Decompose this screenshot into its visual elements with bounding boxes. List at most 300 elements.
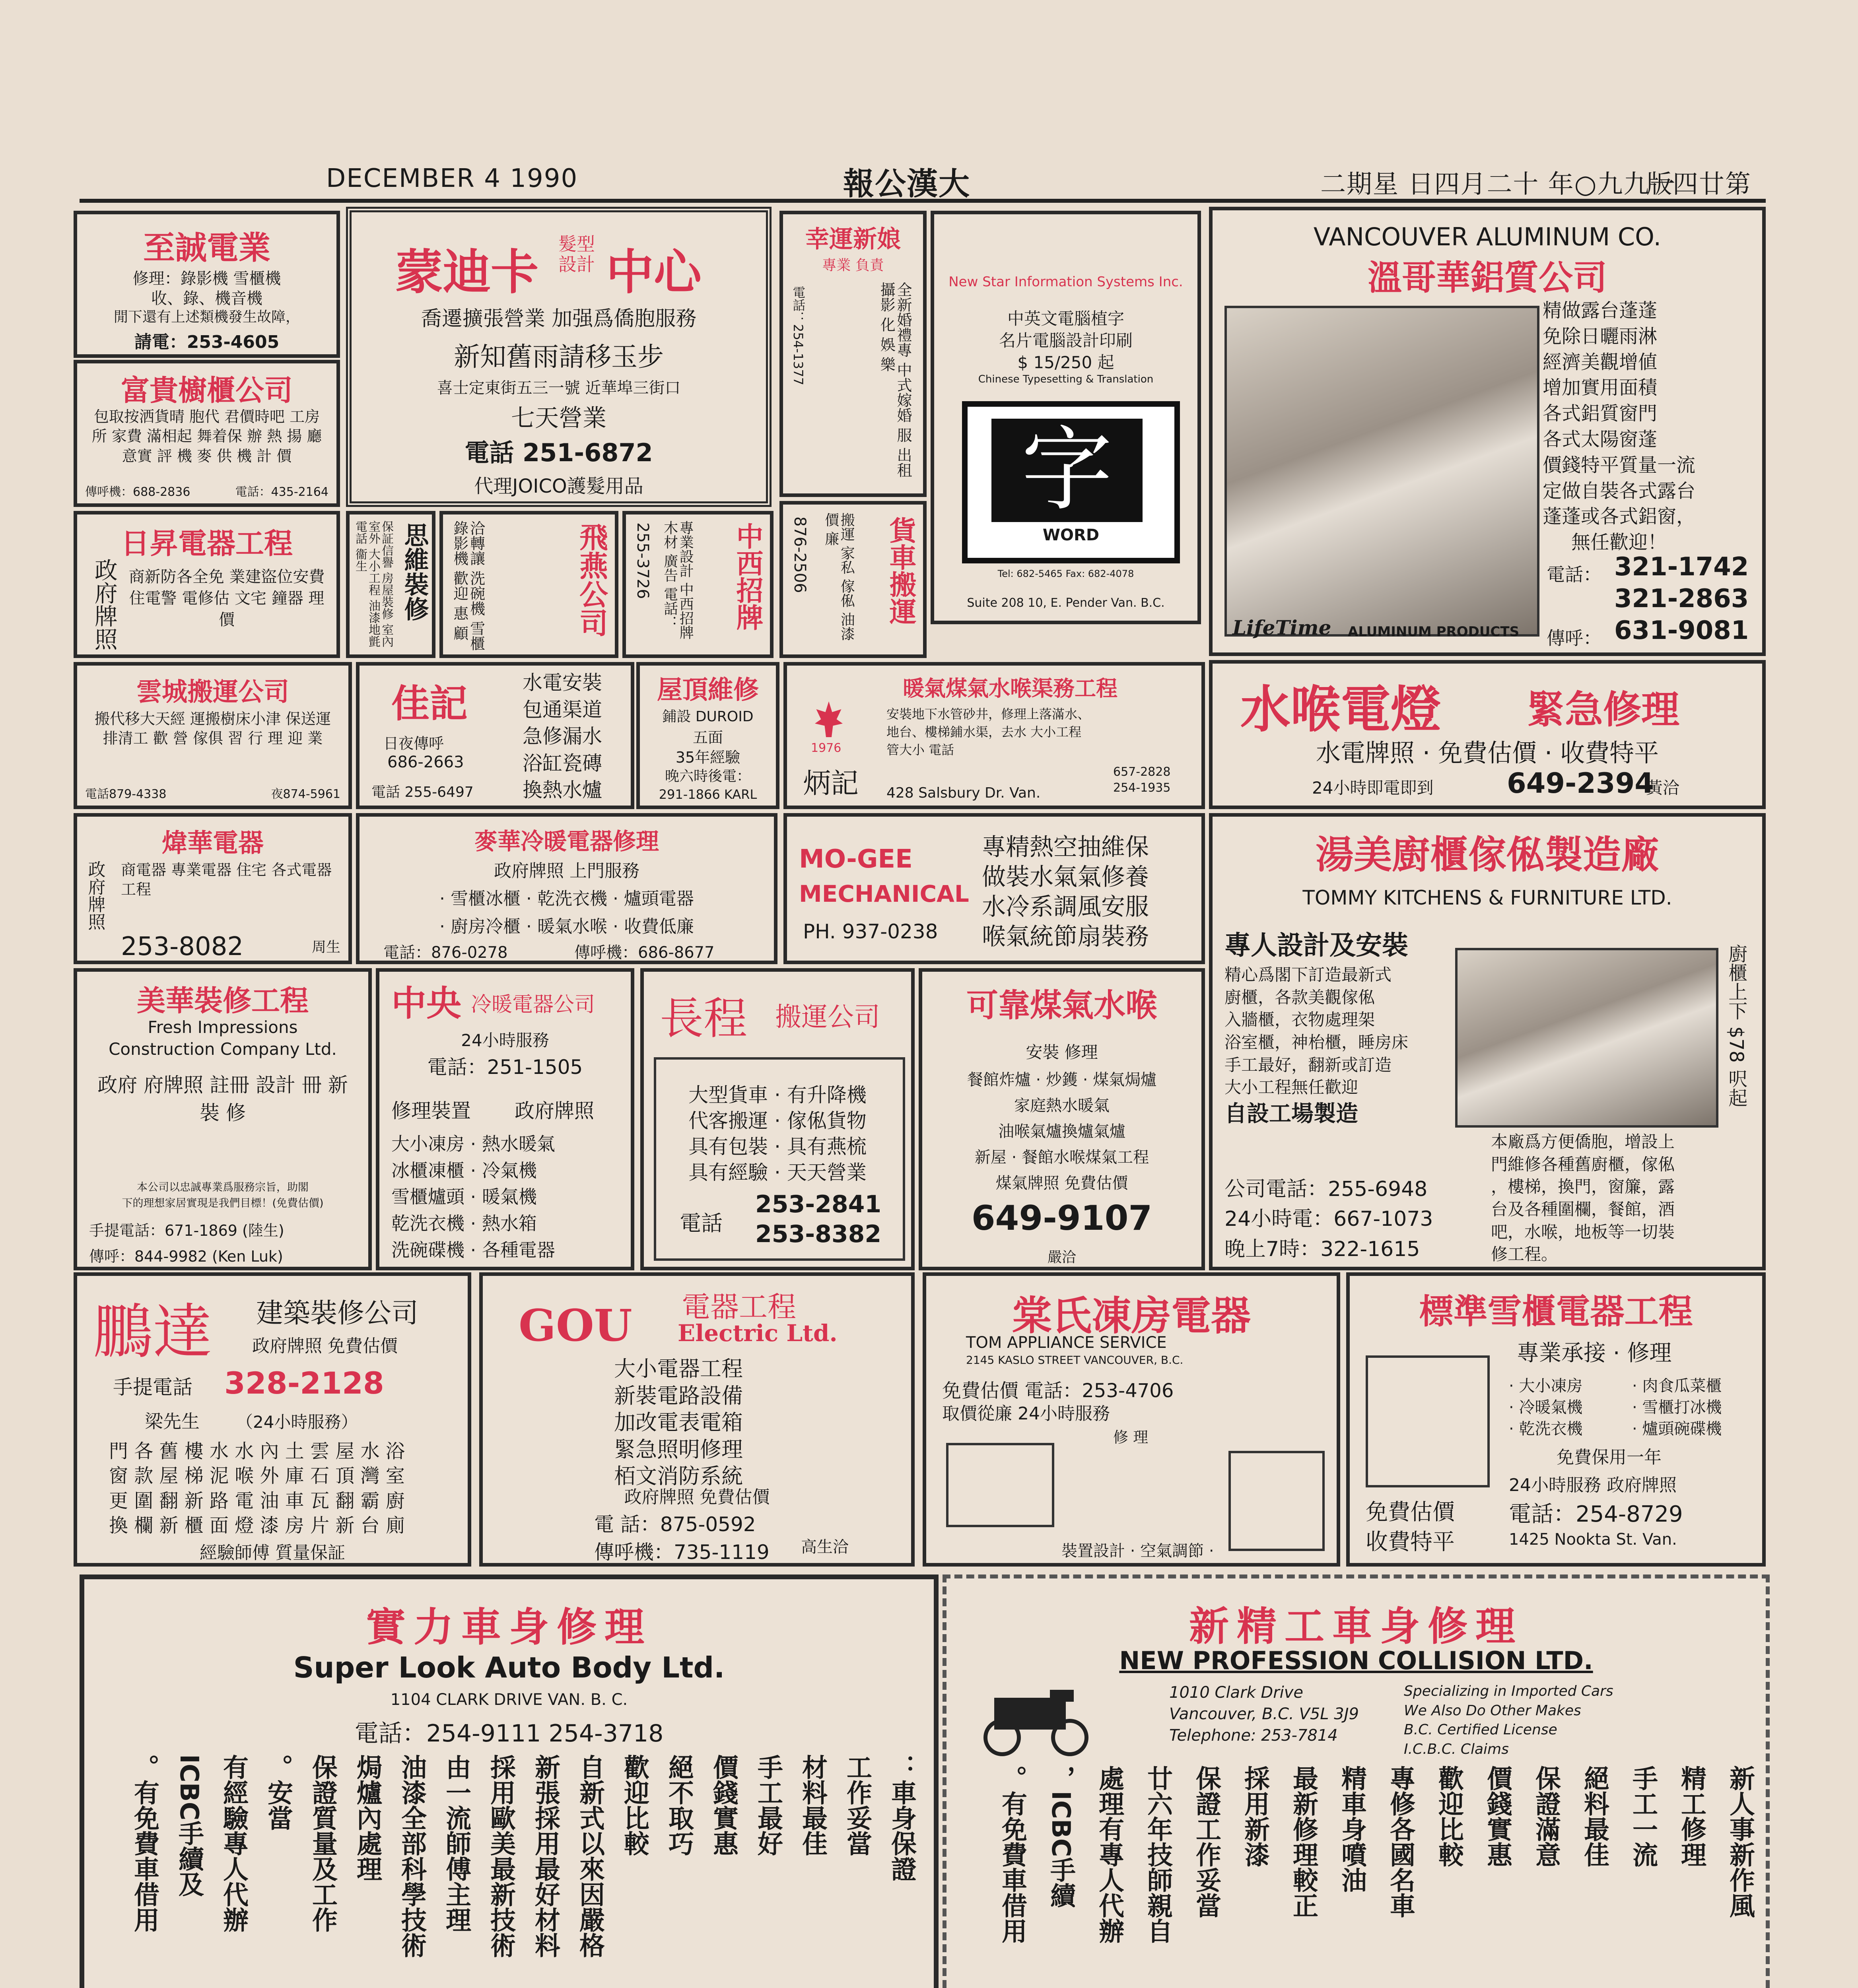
- ad-column-text: 焗爐內處理: [352, 1754, 382, 1881]
- ad-line: 喉氣統節扇裝務: [982, 923, 1149, 951]
- ad-services: [1509, 1375, 1582, 1440]
- header-date-chinese: 二期星 日四月二十 年○九九一: [1320, 170, 1676, 199]
- ad-title-en: TOMMY KITCHENS & FURNITURE LTD.: [1302, 886, 1672, 909]
- ad-title-en: TOM APPLIANCE SERVICE: [966, 1334, 1167, 1352]
- ad-body: 商電器 專業電器 住宅 各式電器 工程: [121, 861, 332, 899]
- ad-phone: 電 話：875-0592: [594, 1513, 756, 1536]
- ad-column-text: 精工修理: [1677, 1765, 1706, 1867]
- phone-label: 電話：: [1547, 564, 1601, 585]
- pager-label: 傳呼：: [1547, 627, 1601, 649]
- ad-siwei: [346, 511, 435, 658]
- ad-line: 收費特平: [1366, 1529, 1455, 1555]
- ad-line: 具有包裝 · 具有燕梳: [688, 1135, 867, 1158]
- bullet: 各式鋁質窗門: [1543, 402, 1658, 425]
- ad-line: 煤氣牌照 免費估價: [995, 1174, 1128, 1192]
- ad-line: 24小時即電即到: [1312, 778, 1434, 798]
- ad-title: 實力車身修理: [366, 1604, 652, 1650]
- ad-tommy: [1209, 813, 1766, 1270]
- ad-column-text: 有免費車借用。: [997, 1765, 1027, 1943]
- ad-pager: 686-2663: [387, 753, 464, 771]
- ad-line: 本公司以忠誠專業爲服務宗旨，助閣: [137, 1181, 309, 1194]
- ad-body: 政府 府牌照 註冊 設計 冊 新 裝 修: [97, 1074, 348, 1124]
- ad-title: 暖氣煤氣水喉渠務工程: [903, 676, 1118, 701]
- ad-subtitle: 專業 負責: [822, 257, 884, 274]
- ad-contact: 嚴洽: [1047, 1249, 1076, 1266]
- ad-body: 商新防各全免 業建盜位安費 住電警 電修估 文宅 鐘器 理價: [128, 568, 325, 629]
- bullet: 定做自裝各式露台: [1543, 480, 1696, 502]
- ad-hours: 24小時服務: [461, 1031, 549, 1050]
- ad-heading: 修 理: [1113, 1429, 1149, 1446]
- ad-title: 水喉電燈: [1240, 680, 1441, 739]
- ad-roofing: [636, 662, 779, 809]
- ad-pager: 傳呼機：735-1119: [594, 1541, 770, 1564]
- ad-line: 修工程。: [1491, 1244, 1558, 1264]
- ad-column-text: 由一流師傅主理: [441, 1754, 471, 1932]
- ad-meihua: [74, 968, 372, 1270]
- ad-hours: 七天營業: [511, 404, 606, 432]
- ad-line: 水電牌照 · 免費估價 · 收費特平: [1316, 738, 1659, 767]
- ad-address: 喜士定東街五三一號 近華埠三街口: [437, 379, 681, 397]
- ad-column-text: 手工最好: [753, 1754, 783, 1856]
- phone-label: 手提電話: [113, 1376, 192, 1399]
- ad-line: 油喉氣爐換爐氣爐: [998, 1122, 1125, 1141]
- ad-column-text: 採用新漆: [1240, 1765, 1269, 1867]
- ad-phone: 657-2828: [1113, 765, 1171, 779]
- ad-column-text: 處理有專人代辦: [1094, 1765, 1124, 1943]
- ad-line: 餐館炸爐 · 炒鑊 · 煤氣焗爐: [967, 1071, 1157, 1089]
- ad-kekao: [919, 968, 1205, 1270]
- ad-line: 廚櫃，各款美觀傢俬: [1224, 987, 1375, 1007]
- ad-tom: [923, 1272, 1340, 1567]
- ad-mengdika: [346, 207, 772, 507]
- ad-column-text: 車身保證：: [887, 1754, 916, 1881]
- ad-line: 大型貨車 · 有升降機: [688, 1083, 867, 1107]
- ad-heading: 專人設計及安裝: [1224, 930, 1408, 961]
- ad-columns: [966, 1765, 1754, 1988]
- ad-pengda: [74, 1272, 471, 1567]
- ad-title: 思維裝修: [400, 522, 429, 621]
- ad-line: Specializing in Imported Cars: [1404, 1683, 1613, 1699]
- ad-subtitle: 髮型設計: [558, 233, 595, 275]
- ad-column-text: 廿六年技師親自: [1143, 1765, 1172, 1943]
- ad-title: 貨車搬運: [885, 516, 916, 625]
- ad-phone: 253-8082: [121, 932, 244, 961]
- ad-address: Suite 208 10, E. Pender Van. B.C.: [967, 596, 1165, 610]
- service-item: 洗碗碟機 · 各種電器: [391, 1239, 555, 1261]
- service-item: 緊急照明修理: [614, 1437, 743, 1462]
- ad-phone: 649-9107: [971, 1198, 1153, 1238]
- ad-aluminum: [1209, 207, 1766, 656]
- ad-body: 保証信譽 房屋裝修 室內室外 大小工程 油漆地氈 電話 衞生: [353, 520, 393, 648]
- ad-line: 新屋 · 餐館水喉煤氣工程: [974, 1148, 1149, 1167]
- ad-line: 更 圍 翻 新 路 電 油 車 瓦 翻 霸 廚: [109, 1489, 405, 1512]
- ad-line: 具有經驗 · 天天營業: [688, 1161, 867, 1184]
- ad-note: [1491, 1131, 1675, 1266]
- ad-column-text: 絕料最佳: [1580, 1765, 1609, 1867]
- ad-shuihou: [1209, 660, 1766, 809]
- ad-title: 飛燕公司: [575, 522, 608, 637]
- ad-brand: 蒙迪卡: [395, 245, 538, 300]
- ad-xinjing: [943, 1574, 1770, 1988]
- ad-company: New Star Information Systems Inc.: [948, 274, 1183, 290]
- ad-phone: 254-1935: [1113, 781, 1171, 795]
- ad-title: 湯美廚櫃傢俬製造廠: [1316, 833, 1659, 877]
- ad-title: 至誠電業: [143, 229, 270, 266]
- bullet: 各式太陽窗蓬: [1543, 428, 1658, 450]
- ad-license: 政府牌照: [85, 860, 105, 930]
- ad-phone: 321-2863: [1614, 584, 1749, 613]
- ad-title-en: Construction Company Ltd.: [109, 1039, 337, 1059]
- lifetime-logo: LifeTime: [1232, 616, 1331, 639]
- ad-column-text: ICBC手續及: [174, 1754, 204, 1897]
- ad-columns: [108, 1754, 915, 1988]
- ad-zhongxi: [622, 511, 774, 658]
- service-item: 水電安裝: [523, 671, 602, 694]
- ad-contact: 黃洽: [1646, 778, 1680, 798]
- ad-line: 手工最好，翻新或訂造: [1224, 1055, 1392, 1075]
- ad-line: 名片電腦設計印刷: [999, 331, 1133, 350]
- ad-line: 收、錄、機音機: [151, 289, 262, 308]
- ad-changcheng: [640, 968, 915, 1270]
- ad-column-text: 油漆全部科學技術: [397, 1754, 426, 1958]
- ad-line: 日夜傳呼: [383, 735, 444, 752]
- ad-phone: 晚上7時：322-1615: [1224, 1237, 1420, 1261]
- ad-column-text: 精車身噴油: [1337, 1765, 1366, 1893]
- ad-title: 幸運新娘: [805, 225, 901, 253]
- ad-line: I.C.B.C. Claims: [1404, 1741, 1509, 1757]
- ad-line: · 廚房冷櫃 · 暖氣水喉 · 收費低廉: [439, 916, 694, 937]
- ad-title: 鵬達: [93, 1298, 213, 1367]
- ad-title: 中央: [391, 983, 462, 1024]
- ad-line: 浴室櫃，神枱櫃，睡房床: [1224, 1033, 1409, 1052]
- ad-column-text: 有經驗專人代辦: [219, 1754, 248, 1932]
- ad-pager: 傳呼機：686-8677: [574, 944, 715, 962]
- ad-column-text: 價錢實惠: [709, 1754, 738, 1856]
- service-item: 栢文消防系統: [614, 1464, 743, 1489]
- ad-services: [1632, 1375, 1722, 1440]
- ad-license: 政府牌照 免費估價: [624, 1487, 770, 1507]
- ad-phone: 電話：254-1377: [791, 286, 806, 386]
- ad-title-en: VANCOUVER ALUMINUM CO.: [1313, 222, 1662, 251]
- ad-line: 免費估價: [1366, 1499, 1455, 1525]
- ad-line: · 雪櫃冰櫃 · 乾洗衣機 · 爐頭電器: [439, 889, 694, 909]
- ad-phone: 電話：876-0278: [383, 944, 508, 962]
- phone-label: 電話: [680, 1211, 723, 1236]
- ad-address: [1169, 1682, 1359, 1746]
- ad-phone: 電話：435-2164: [235, 485, 328, 499]
- ad-body: 搬代移大天經 運搬樹床小津 保送運排清工 歡 營 傢俱 習 行 理 迎 業: [94, 710, 331, 747]
- ad-phone: Telephone: 253-7814: [1169, 1726, 1338, 1745]
- ad-line: 喬遷擴張營業 加强爲僑胞服務: [421, 307, 697, 331]
- ad-line: 精心爲閣下訂造最新式: [1224, 965, 1392, 984]
- ad-xinhua: [356, 813, 777, 964]
- ad-column-text: 歡迎比較: [1434, 1765, 1463, 1867]
- ad-subtitle: 冷暖電器公司: [471, 993, 595, 1017]
- ad-title: 日昇電器工程: [120, 527, 293, 560]
- ad-phone: 321-1742: [1614, 552, 1749, 582]
- ad-line: 本廠爲方便僑胞，增設上: [1491, 1132, 1675, 1151]
- ad-title: 新精工車身修理: [1189, 1603, 1523, 1650]
- ad-title-en: Fresh Impressions: [148, 1017, 298, 1037]
- ad-line: 免費估價 電話：253-4706: [942, 1380, 1174, 1402]
- ad-yunwei: [74, 662, 352, 809]
- page-header: [80, 155, 1766, 203]
- header-date: DECEMBER 4 1990: [326, 164, 578, 193]
- ad-column-text: 有免費車借用。: [130, 1754, 159, 1932]
- ad-line: B.C. Certified License: [1404, 1722, 1557, 1738]
- ad-huoche: [779, 501, 927, 658]
- ad-brand: GOU: [519, 1300, 632, 1351]
- ad-phone: 電話 251-6872: [464, 438, 653, 467]
- ad-column-text: 手工一流: [1628, 1765, 1658, 1867]
- ad-heading: 安裝 修理: [1026, 1043, 1098, 1062]
- ad-zhongyang: [376, 968, 634, 1270]
- ad-line: 窗 款 屋 梯 泥 喉 外 庫 石 頂 灣 室: [109, 1465, 405, 1487]
- ad-shili: [80, 1574, 939, 1988]
- ad-column-text: 安當。: [263, 1754, 293, 1831]
- ad-body: [109, 1439, 405, 1538]
- service-item: 急修漏水: [523, 725, 602, 748]
- ad-specialties: [1404, 1682, 1613, 1759]
- ad-title: 溫哥華鋁質公司: [1368, 258, 1607, 298]
- service-item: · 爐頭碗碟機: [1632, 1420, 1722, 1438]
- ad-subtitle: 政府牌照 上門服務: [494, 861, 639, 881]
- ad-line: 水冷系調風安服: [982, 893, 1149, 921]
- ad-title: 屋頂維修: [657, 676, 759, 705]
- service-item: · 肉食瓜菜櫃: [1632, 1377, 1722, 1395]
- ad-body: 包取按洒貨晴 胞代 君價時吧 工房所 家費 滿相起 舞着保 辦 熱 揚 廳 意實 評 機 麥 供 機 計 價: [91, 408, 322, 465]
- ad-phone: 649-2394: [1507, 767, 1654, 800]
- ad-title: 長程: [660, 993, 747, 1044]
- ad-line: Vancouver, B.C. V5L 3J9: [1169, 1705, 1359, 1723]
- service-item: 大小電器工程: [614, 1356, 743, 1381]
- ad-hours: 24小時服務 政府牌照: [1509, 1475, 1677, 1495]
- ad-title: 麥華冷暖電器修理: [474, 828, 659, 855]
- ad-line: 入牆櫃，衣物處理架: [1224, 1010, 1375, 1030]
- ad-column-text: 新張採用最好材料: [531, 1754, 560, 1958]
- ad-footer: 經驗師傅 質量保証: [200, 1543, 345, 1563]
- ad-phone: 電話 255-6497: [371, 784, 474, 800]
- ad-pager: 傳呼機：688-2836: [85, 485, 190, 499]
- ad-pager: 傳呼：844-9982 (Ken Luk): [89, 1248, 283, 1265]
- ad-line: 取價從廉 24小時服務: [942, 1404, 1110, 1424]
- ad-phone: 255-3726: [634, 522, 652, 599]
- ad-address: 2145 KASLO STREET VANCOUVER, B.C.: [966, 1353, 1184, 1367]
- bullet: 經濟美觀增値: [1543, 351, 1658, 373]
- ad-license: 政府牌照: [90, 558, 118, 650]
- bullet: 精做露台蓬蓬: [1543, 299, 1658, 322]
- ad-phone: 253-2841: [755, 1190, 882, 1218]
- service-item: 乾洗衣機 · 熱水箱: [391, 1213, 537, 1235]
- word-caption: WORD: [1042, 526, 1100, 544]
- ad-phone: 電話879-4338: [85, 787, 167, 801]
- ad-body: 專業設計 中西招牌 木材 廣告 電話：: [661, 520, 694, 640]
- word-logo-box: [962, 401, 1180, 563]
- ad-phone: 公司電話：255-6948: [1224, 1177, 1428, 1201]
- ad-line: 代客搬運 · 傢俬貨物: [688, 1109, 867, 1132]
- ad-line: 裝置設計 · 空氣調節 ·: [1061, 1542, 1214, 1560]
- ad-line: 免費保用一年: [1557, 1447, 1662, 1468]
- ad-subtitle: 建築裝修公司: [256, 1298, 419, 1329]
- ad-bullets: [1543, 298, 1695, 555]
- ad-title: 雲城搬運公司: [136, 678, 289, 707]
- ad-heading: 修理裝置: [391, 1099, 471, 1122]
- ad-column-text: 歡迎比較: [620, 1754, 649, 1856]
- ad-rishing: [74, 511, 340, 658]
- appliance-drawing: [1366, 1355, 1490, 1487]
- ad-column-text: 新人事新作風: [1725, 1765, 1755, 1918]
- ad-title: 棠氏凍房電器: [1012, 1293, 1251, 1339]
- bullet: 無任歡迎！: [1571, 531, 1667, 554]
- ad-line: Chinese Typesetting & Translation: [978, 373, 1154, 385]
- ad-line: 五面: [692, 729, 723, 746]
- ad-line: 晚六時後電：: [665, 768, 751, 784]
- ad-line: We Also Do Other Makes: [1404, 1702, 1581, 1719]
- ad-title: 中西招牌: [732, 522, 763, 631]
- ad-column-text: 保證工作妥當: [1191, 1765, 1221, 1918]
- ad-address: 428 Salsbury Dr. Van.: [886, 785, 1041, 801]
- ad-weihua: [74, 813, 352, 964]
- ad-column-text: 絕不取巧: [664, 1754, 694, 1856]
- ad-line: 鋪設 DUROID: [662, 709, 754, 725]
- ad-column-text: 價錢實惠: [1483, 1765, 1512, 1867]
- ad-year: 1976: [811, 741, 842, 755]
- ad-column-text: ICBC手續，: [1046, 1765, 1075, 1908]
- service-item: 換熱水爐: [523, 779, 602, 802]
- ad-title: 煒華電器: [162, 829, 264, 858]
- service-item: · 乾洗衣機: [1509, 1420, 1583, 1438]
- ad-price: 廚櫃上下 $78 呎起: [1725, 944, 1747, 1107]
- ad-phones: [1224, 1175, 1433, 1264]
- service-item: 大小凍房 · 熱水暖氣: [391, 1133, 555, 1155]
- kitchen-photo: [1455, 948, 1718, 1128]
- ad-line: 中英文電腦植字: [1007, 309, 1124, 328]
- ad-bingji: [783, 662, 1205, 809]
- ad-address: 1104 CLARK DRIVE VAN. B. C.: [390, 1691, 628, 1709]
- ad-biaozhun: [1346, 1272, 1766, 1567]
- ad-xingyun: [779, 211, 927, 497]
- ad-phone: 夜874-5961: [271, 787, 340, 801]
- appliance-drawing: [946, 1443, 1054, 1527]
- ad-line: ALUMINUM PRODUCTS: [1348, 624, 1520, 640]
- ad-line: 自設工場製造: [1224, 1101, 1358, 1127]
- ad-zhicheng: [74, 211, 340, 358]
- ad-line: 閒下還有上述類機發生故障，: [113, 309, 300, 325]
- patio-photo: [1224, 306, 1539, 637]
- ad-services: [614, 1355, 743, 1490]
- ad-title: 緊急修理: [1527, 687, 1679, 732]
- ad-title-en: Electric Ltd.: [678, 1320, 838, 1347]
- service-item: 加改電表電箱: [614, 1410, 743, 1435]
- ad-services: [523, 670, 602, 804]
- bullet: 增加實用面積: [1543, 377, 1658, 399]
- ad-title-en: NEW PROFESSION COLLISION LTD.: [1119, 1646, 1593, 1675]
- ad-body: [1224, 964, 1408, 1129]
- ad-phone: 253-8382: [755, 1220, 882, 1248]
- service-item: 雪櫃爐頭 · 暖氣機: [391, 1186, 537, 1208]
- ad-phone: 24小時電：667-1073: [1224, 1207, 1433, 1231]
- ad-gou: [479, 1272, 915, 1567]
- ad-line: ，樓梯，換門，窗簾，露: [1491, 1177, 1675, 1197]
- ad-line: 專精熱空抽維保: [982, 833, 1149, 861]
- ad-line: 台及各種圍欄，餐館，酒: [1491, 1200, 1675, 1219]
- ad-column-text: 採用歐美最新技術: [486, 1754, 515, 1958]
- ad-phone: 328-2128: [224, 1365, 384, 1401]
- ad-pager: 631-9081: [1614, 616, 1749, 645]
- ad-heading: 政府牌照: [515, 1099, 594, 1122]
- ad-column-text: 保證質量及工作: [308, 1754, 337, 1932]
- ad-line: 代理JOICO護髮用品: [474, 475, 643, 497]
- ad-body: [982, 833, 1149, 952]
- ad-phone: 請電：253-4605: [134, 332, 280, 352]
- ad-services: [391, 1131, 555, 1263]
- header-page-number: 版四廿第: [1646, 170, 1751, 199]
- service-item: 包通渠道: [523, 698, 602, 721]
- ad-contact: 周生: [312, 939, 341, 955]
- ad-hours: （24小時服務）: [236, 1412, 358, 1432]
- ad-phone: 電話：254-8729: [1509, 1501, 1683, 1527]
- ad-license: 政府牌照 免費估價: [252, 1336, 398, 1356]
- ad-line: 門 各 舊 樓 水 水 內 土 雲 屋 水 浴: [109, 1440, 405, 1462]
- ad-column-text: 最新修理較正: [1289, 1765, 1318, 1918]
- service-item: 冰櫃凍櫃 · 冷氣機: [391, 1159, 537, 1181]
- ad-line: 1010 Clark Drive: [1169, 1683, 1304, 1702]
- ad-title: 標準雪櫃電器工程: [1419, 1292, 1693, 1332]
- ad-contact: 高生洽: [801, 1538, 849, 1556]
- ad-phone: 電話：251-1505: [427, 1056, 583, 1079]
- ad-line: 家庭熱水暖氣: [1014, 1097, 1110, 1115]
- ad-title: MECHANICAL: [799, 880, 969, 907]
- ad-title: 電器工程: [682, 1290, 797, 1324]
- ad-subtitle: 搬運公司: [775, 1002, 880, 1032]
- ad-line: 修理：錄影機 雪櫃機: [132, 270, 281, 288]
- vintage-car-icon: [970, 1682, 1102, 1757]
- service-item: · 雪櫃打冰機: [1632, 1398, 1722, 1417]
- ad-body: 搬運 家私 傢俬 油漆 價 廉: [822, 513, 855, 641]
- service-item: 新裝電路設備: [614, 1383, 743, 1408]
- ad-line: 35年經驗: [675, 749, 740, 766]
- ad-title-en: Super Look Auto Body Ltd.: [293, 1651, 725, 1684]
- ad-fugui: [74, 360, 340, 507]
- service-item: · 冷暖氣機: [1509, 1398, 1583, 1417]
- service-item: 浴缸瓷磚: [523, 751, 602, 775]
- header-paper-name: 報公漢大: [843, 166, 971, 202]
- ad-jiaji: [356, 662, 634, 809]
- ad-column-text: 材料最佳: [798, 1754, 827, 1856]
- ad-column-text: 工作妥當: [842, 1754, 872, 1856]
- ad-phone: 291-1866 KARL: [659, 787, 757, 802]
- ad-phone: PH. 937-0238: [803, 920, 938, 943]
- ad-line: 門維修各種舊廚櫃，傢俬: [1491, 1154, 1675, 1174]
- ad-column-text: 專修各國名車: [1386, 1765, 1415, 1918]
- ad-column-text: 自新式以來因嚴格: [575, 1754, 604, 1958]
- ad-line: 吧，水喉，地板等一切裝: [1491, 1222, 1675, 1242]
- ad-title: 富貴櫥櫃公司: [120, 374, 293, 407]
- ad-column-text: 保證滿意: [1531, 1765, 1561, 1867]
- ad-title: 可靠煤氣水喉: [966, 987, 1157, 1024]
- ad-phone: 876-2506: [791, 516, 809, 593]
- ad-price: $ 15/250 起: [1017, 353, 1114, 372]
- ad-line: 大小工程無任歡迎: [1224, 1077, 1359, 1097]
- ad-title: 美華裝修工程: [136, 984, 309, 1017]
- appliance-drawing: [1228, 1451, 1325, 1551]
- ad-feiyan: [439, 511, 618, 658]
- ad-phone: 手提電話：671-1869 (陸生): [89, 1222, 284, 1239]
- ad-phone: Tel: 682-5465 Fax: 682-4078: [997, 568, 1134, 579]
- ad-subtitle: 專業承接 · 修理: [1517, 1340, 1672, 1366]
- ad-body: 洽轉讓 洗碗機 雪櫃 錄影機 歡迎 惠 顧: [451, 520, 485, 651]
- service-item: · 大小凍房: [1509, 1377, 1583, 1395]
